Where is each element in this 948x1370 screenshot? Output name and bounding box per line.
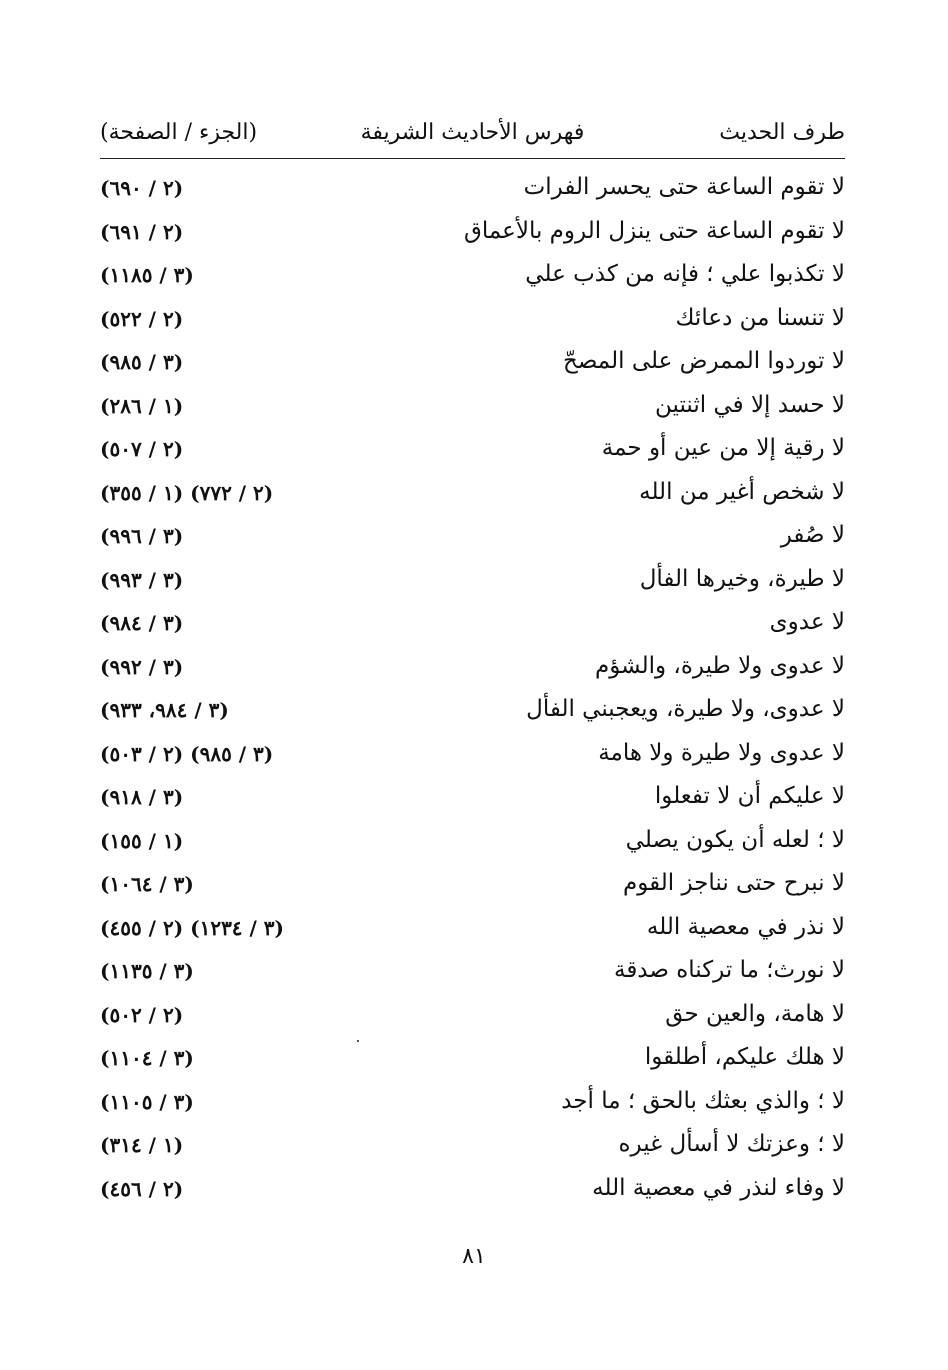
hadith-text: لا عدوى — [769, 609, 845, 635]
index-entry — [100, 1084, 845, 1128]
column-heading-hadith: طرف الحديث — [719, 120, 845, 145]
volume-page-reference: (٣ / ١١٠٥) — [100, 1089, 194, 1114]
volume-page-reference: (٣ / ٩١٨) — [100, 785, 184, 809]
page-header — [100, 112, 845, 156]
hadith-text: لا ؛ والذي بعثك بالحق ؛ ما أجد — [561, 1087, 845, 1114]
hadith-text: لا حسد إلا في اثنتين — [655, 391, 845, 418]
hadith-text: لا نبرح حتى نناجز القوم — [623, 870, 845, 896]
volume-page-reference: (٢ / ٦٩٠) — [100, 176, 184, 200]
volume-page-reference: (٣ / ١١٠٤) — [100, 1046, 194, 1070]
hadith-text: لا ؛ لعله أن يكون يصلي — [625, 826, 845, 853]
hadith-text: لا ؛ وعزتك لا أسأل غيره — [618, 1131, 845, 1157]
hadith-text: لا تقوم الساعة حتى ينزل الروم بالأعماق — [463, 217, 845, 244]
hadith-text: لا تنسنا من دعائك — [675, 304, 845, 331]
index-entry — [100, 344, 845, 388]
index-entry — [100, 1040, 845, 1084]
index-entry — [100, 1171, 845, 1215]
index-entry — [100, 214, 845, 258]
volume-page-reference: (٣ / ٩٨٤) — [100, 611, 184, 635]
volume-page-reference: (١ / ٣٥٥) (٢ / ٧٧٢) — [100, 480, 274, 505]
index-entry — [100, 301, 845, 345]
volume-page-reference: (٣ / ١١٨٥) — [100, 263, 194, 287]
index-entry — [100, 823, 845, 867]
hadith-text: لا صُفر — [780, 522, 845, 548]
volume-page-reference: (٢ / ٥٢٢) — [100, 306, 184, 331]
volume-page-reference: (٣ / ١٠٦٤) — [100, 872, 194, 896]
volume-page-reference: (١ / ١٥٥) — [100, 828, 184, 853]
index-entry — [100, 736, 845, 780]
hadith-text: لا توردوا الممرض على المصحّ — [563, 348, 845, 374]
volume-page-reference: (٣ / ٩٨٤، ٩٣٣) — [100, 698, 229, 722]
print-speck — [357, 1040, 359, 1042]
hadith-text: لا هلك عليكم، أطلقوا — [644, 1044, 845, 1070]
index-entry — [100, 866, 845, 910]
index-entry — [100, 779, 845, 823]
hadith-text: لا رقية إلا من عين أو حمة — [601, 435, 845, 461]
hadith-text: لا شخص أغير من الله — [639, 478, 845, 505]
index-entry — [100, 562, 845, 606]
hadith-text: لا نذر في معصية الله — [646, 913, 845, 940]
hadith-text: لا عدوى ولا طيرة ولا هامة — [598, 739, 845, 766]
volume-page-reference: (١ / ٢٨٦) — [100, 393, 184, 418]
index-entry — [100, 1127, 845, 1171]
index-entry — [100, 388, 845, 432]
running-title: فهرس الأحاديث الشريفة — [360, 120, 585, 145]
hadith-text: لا تقوم الساعة حتى يحسر الفرات — [523, 174, 845, 200]
volume-page-reference: (٢ / ٥٠٧) — [100, 437, 184, 461]
hadith-text: لا تكذبوا علي ؛ فإنه من كذب علي — [525, 261, 845, 287]
index-entry — [100, 953, 845, 997]
hadith-text: لا نورث؛ ما تركناه صدقة — [613, 957, 845, 983]
volume-page-reference: (٣ / ٩٩٣) — [100, 567, 184, 592]
hadith-text: لا طيرة، وخيرها الفأل — [639, 565, 845, 592]
volume-page-reference: (٢ / ٤٥٥) (٣ / ١٢٣٤) — [100, 915, 284, 940]
index-entry — [100, 431, 845, 475]
volume-page-reference: (٣ / ١١٣٥) — [100, 959, 194, 983]
index-entry — [100, 170, 845, 214]
volume-page-reference: (٣ / ٩٨٥) — [100, 350, 184, 374]
page-number: ٨١ — [462, 1244, 486, 1269]
volume-page-reference: (٢ / ٥٠٢) — [100, 1002, 184, 1027]
volume-page-reference: (١ / ٣١٤) — [100, 1133, 184, 1157]
hadith-text: لا عدوى ولا طيرة، والشؤم — [594, 652, 845, 679]
volume-page-reference: (٣ / ٩٩٢) — [100, 654, 184, 679]
index-entry — [100, 997, 845, 1041]
hadith-text: لا هامة، والعين حق — [665, 1000, 845, 1027]
index-entry — [100, 518, 845, 562]
header-divider — [100, 158, 845, 159]
hadith-text: لا عليكم أن لا تفعلوا — [654, 783, 845, 809]
index-entry — [100, 257, 845, 301]
index-entry — [100, 605, 845, 649]
volume-page-reference: (٢ / ٦٩١) — [100, 219, 184, 244]
hadith-text: لا وفاء لنذر في معصية الله — [592, 1174, 845, 1201]
index-entry — [100, 692, 845, 736]
hadith-text: لا عدوى، ولا طيرة، ويعجبني الفأل — [526, 696, 845, 722]
index-entry — [100, 910, 845, 954]
volume-page-reference: (٣ / ٩٩٦) — [100, 524, 184, 548]
column-heading-reference: (الجزء / الصفحة) — [100, 120, 258, 145]
hadith-index-list — [100, 170, 845, 1214]
index-entry — [100, 475, 845, 519]
volume-page-reference: (٢ / ٤٥٦) — [100, 1176, 184, 1201]
index-entry — [100, 649, 845, 693]
volume-page-reference: (٢ / ٥٠٣) (٣ / ٩٨٥) — [100, 741, 274, 766]
